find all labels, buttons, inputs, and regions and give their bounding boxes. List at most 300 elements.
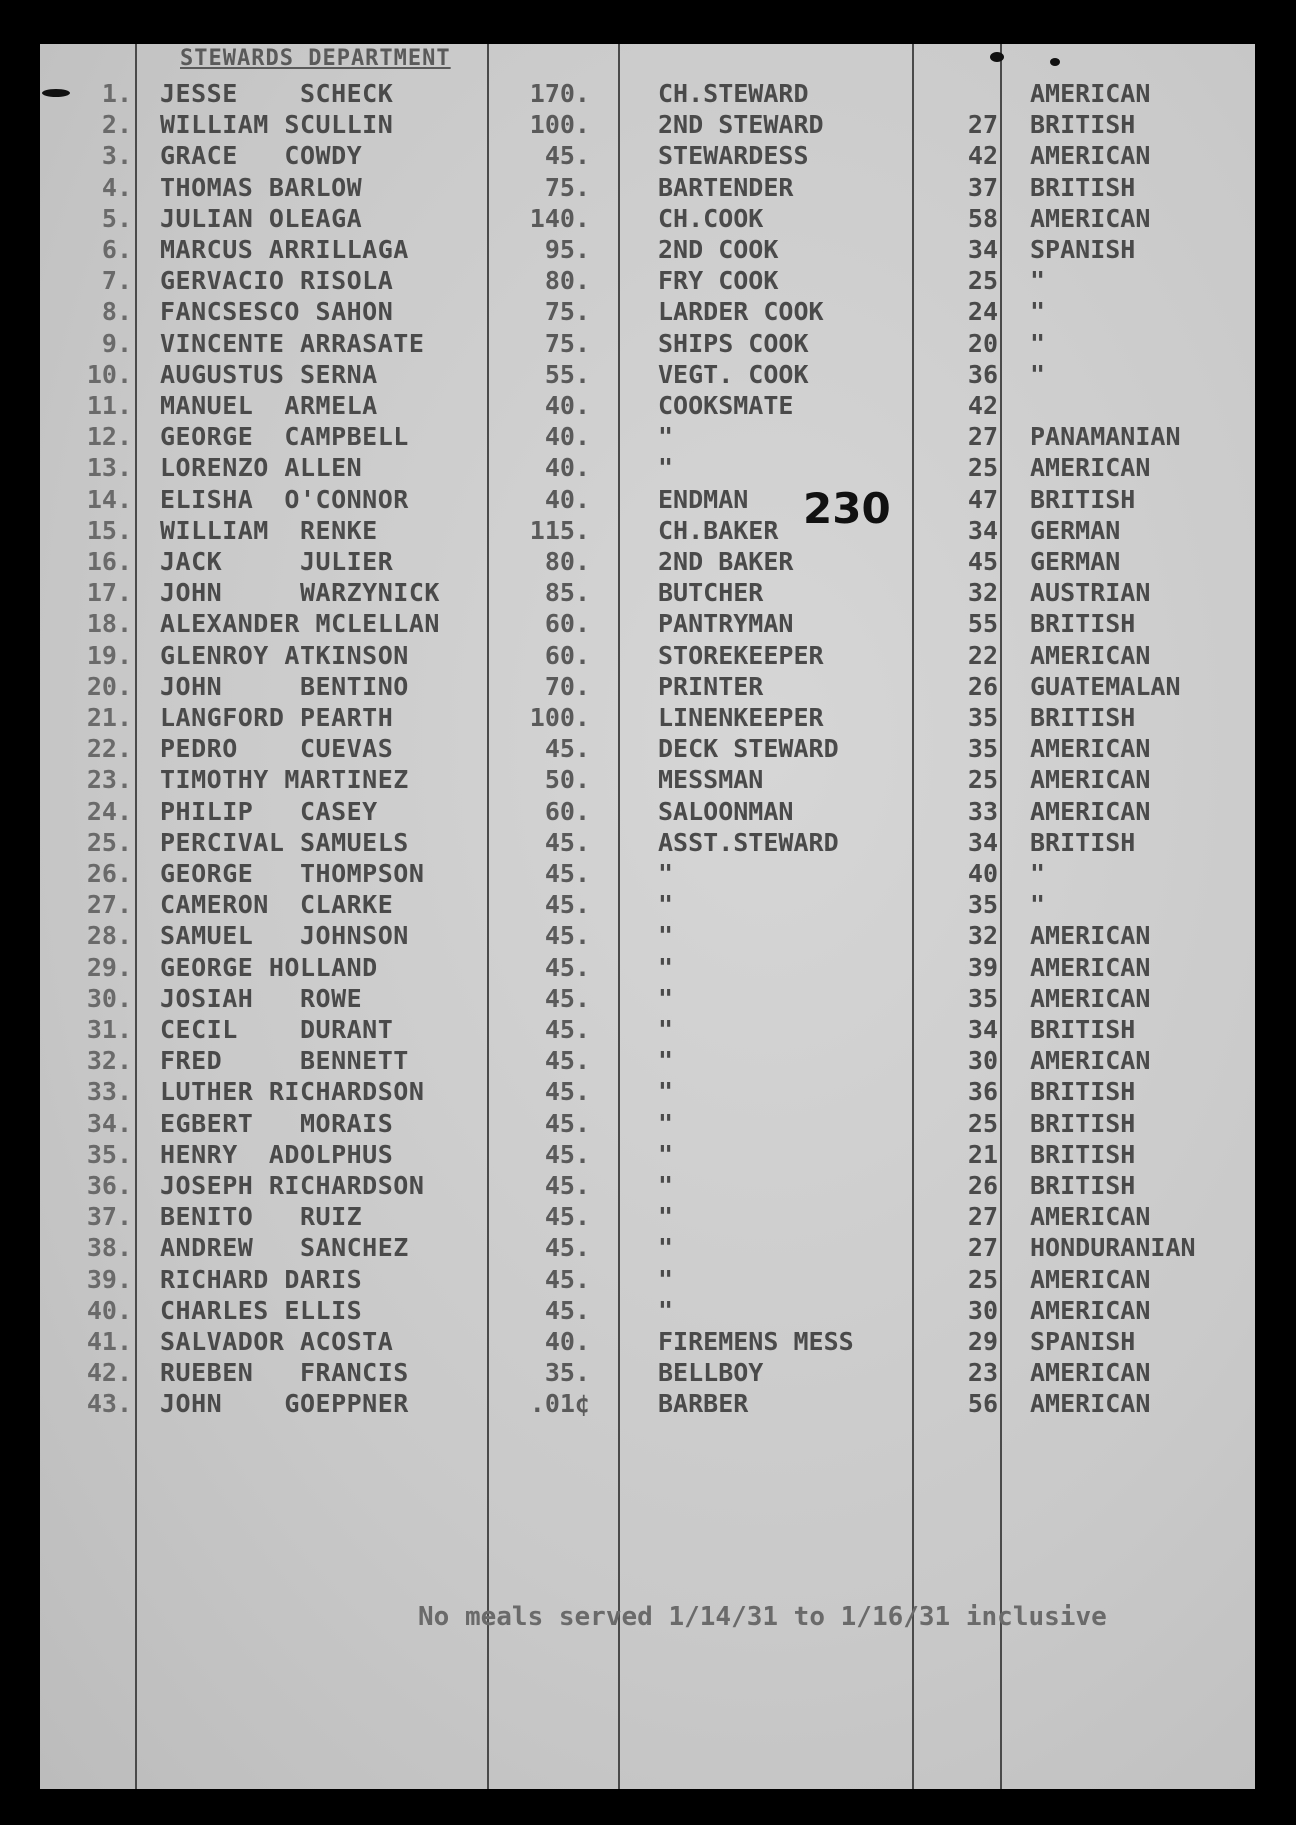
crew-wage: 75. — [544, 172, 590, 202]
crew-nat: SPANISH — [1030, 1327, 1136, 1356]
crew-row — [40, 1170, 1255, 1201]
crew-nat: AMERICAN — [1030, 79, 1151, 108]
crew-nat: GERMAN — [1030, 515, 1121, 545]
crew-name: WILLIAM SCULLIN — [160, 110, 394, 140]
crew-wage: 45. — [544, 1171, 590, 1200]
crew-wage: 40. — [544, 391, 590, 420]
crew-age: 36 — [967, 1077, 998, 1107]
crew-wage: 45. — [544, 1295, 590, 1325]
crew-num: 27. — [86, 890, 132, 920]
crew-num: 37. — [86, 1202, 132, 1232]
crew-num: 2. — [101, 110, 132, 140]
crew-age: 34 — [967, 235, 998, 264]
crew-wage: 45. — [544, 859, 590, 888]
crew-name: LUTHER RICHARDSON — [160, 1077, 425, 1107]
department-header: STEWARDS DEPARTMENT — [180, 46, 451, 71]
crew-job: ENDMAN — [658, 484, 749, 514]
crew-job: FIREMENS MESS — [658, 1327, 854, 1356]
crew-wage: 40. — [544, 484, 590, 514]
crew-job: " — [658, 890, 674, 920]
crew-job: " — [658, 1108, 674, 1138]
crew-job: MESSMAN — [658, 765, 764, 795]
crew-age: 29 — [967, 1327, 998, 1356]
crew-wage: 45. — [544, 952, 590, 982]
crew-name: THOMAS BARLOW — [160, 172, 363, 202]
crew-wage: 60. — [544, 640, 590, 670]
crew-age: 30 — [967, 1046, 998, 1076]
crew-wage: 45. — [544, 890, 590, 920]
crew-nat: GERMAN — [1030, 547, 1121, 576]
crew-num: 14. — [86, 484, 132, 514]
crew-num: 19. — [86, 640, 132, 670]
crew-num: 4. — [101, 172, 132, 202]
crew-name: SAMUEL JOHNSON — [160, 921, 409, 951]
crew-nat: " — [1030, 890, 1046, 920]
crew-age: 30 — [967, 1295, 998, 1325]
crew-num: 31. — [86, 1015, 132, 1044]
crew-row — [40, 827, 1255, 858]
crew-job: CH.BAKER — [658, 515, 779, 545]
crew-num: 20. — [86, 671, 132, 701]
crew-nat: BRITISH — [1030, 1171, 1136, 1200]
crew-wage: 80. — [544, 266, 590, 296]
crew-age: 45 — [967, 547, 998, 576]
crew-wage: 75. — [544, 328, 590, 358]
crew-job: LINENKEEPER — [658, 703, 824, 732]
crew-job: STEWARDESS — [658, 141, 809, 171]
crew-num: 22. — [86, 734, 132, 764]
crew-name: PHILIP CASEY — [160, 796, 378, 826]
crew-age: 34 — [967, 1015, 998, 1044]
footer-note: No meals served 1/14/31 to 1/16/31 inclusive — [418, 1602, 1107, 1632]
crew-name: MANUEL ARMELA — [160, 391, 378, 420]
crew-num: 36. — [86, 1171, 132, 1200]
crew-nat: " — [1030, 297, 1046, 327]
crew-age: 32 — [967, 921, 998, 951]
crew-name: FANCSESCO SAHON — [160, 297, 394, 327]
crew-name: GRACE COWDY — [160, 141, 363, 171]
crew-num: 9. — [101, 328, 132, 358]
crew-num: 23. — [86, 765, 132, 795]
page-number: 230 — [803, 484, 891, 533]
crew-nat: BRITISH — [1030, 609, 1136, 639]
crew-nat: BRITISH — [1030, 1139, 1136, 1169]
crew-row — [40, 515, 1255, 546]
crew-name: CHARLES ELLIS — [160, 1295, 363, 1325]
crew-row — [40, 889, 1255, 920]
crew-nat: GUATEMALAN — [1030, 671, 1181, 701]
crew-age: 39 — [967, 952, 998, 982]
crew-wage: 100. — [529, 110, 590, 140]
crew-row — [40, 796, 1255, 827]
crew-age: 25 — [967, 1264, 998, 1294]
crew-nat: " — [1030, 328, 1046, 358]
crew-row — [40, 1295, 1255, 1326]
crew-nat: BRITISH — [1030, 827, 1136, 857]
crew-name: JESSE SCHECK — [160, 79, 394, 108]
crew-age: 20 — [967, 328, 998, 358]
crew-row — [40, 172, 1255, 203]
ink-smudge — [1050, 58, 1060, 66]
crew-job: STOREKEEPER — [658, 640, 824, 670]
crew-row — [40, 858, 1255, 889]
crew-row — [40, 671, 1255, 702]
crew-job: " — [658, 1202, 674, 1232]
crew-nat: SPANISH — [1030, 235, 1136, 264]
crew-row — [40, 608, 1255, 639]
crew-job: COOKSMATE — [658, 391, 794, 420]
crew-wage: 35. — [544, 1358, 590, 1388]
crew-row — [40, 328, 1255, 359]
crew-wage: 45. — [544, 1046, 590, 1076]
crew-nat: AMERICAN — [1030, 640, 1151, 670]
crew-age: 42 — [967, 141, 998, 171]
crew-job: " — [658, 1077, 674, 1107]
crew-row — [40, 1326, 1255, 1357]
crew-row — [40, 546, 1255, 577]
crew-row — [40, 1076, 1255, 1107]
crew-name: GLENROY ATKINSON — [160, 640, 409, 670]
crew-name: FRED BENNETT — [160, 1046, 409, 1076]
crew-job: " — [658, 1171, 674, 1200]
crew-num: 32. — [86, 1046, 132, 1076]
crew-job: FRY COOK — [658, 266, 779, 296]
crew-age: 56 — [967, 1389, 998, 1419]
crew-name: JOHN GOEPPNER — [160, 1389, 409, 1419]
crew-age: 25 — [967, 266, 998, 296]
crew-age: 35 — [967, 983, 998, 1013]
crew-name: RUEBEN FRANCIS — [160, 1358, 409, 1388]
crew-age: 55 — [967, 609, 998, 639]
crew-nat: AMERICAN — [1030, 453, 1151, 483]
crew-row — [40, 1388, 1255, 1419]
crew-name: CECIL DURANT — [160, 1015, 394, 1044]
crew-num: 5. — [101, 203, 132, 233]
crew-nat: HONDURANIAN — [1030, 1233, 1196, 1263]
crew-row — [40, 764, 1255, 795]
crew-name: SALVADOR ACOSTA — [160, 1327, 394, 1356]
crew-age: 36 — [967, 359, 998, 389]
crew-nat: AMERICAN — [1030, 796, 1151, 826]
crew-age: 25 — [967, 453, 998, 483]
crew-name: CAMERON CLARKE — [160, 890, 394, 920]
crew-name: MARCUS ARRILLAGA — [160, 235, 409, 264]
crew-num: 13. — [86, 453, 132, 483]
crew-nat: AMERICAN — [1030, 1264, 1151, 1294]
crew-row — [40, 983, 1255, 1014]
ink-smudge — [42, 89, 70, 97]
crew-age: 26 — [967, 1171, 998, 1200]
crew-age: 34 — [967, 515, 998, 545]
crew-name: EGBERT MORAIS — [160, 1108, 394, 1138]
crew-row — [40, 1264, 1255, 1295]
crew-wage: 45. — [544, 827, 590, 857]
crew-num: 7. — [101, 266, 132, 296]
crew-wage: 170. — [529, 79, 590, 108]
crew-nat: AMERICAN — [1030, 203, 1151, 233]
crew-num: 40. — [86, 1295, 132, 1325]
crew-age: 27 — [967, 110, 998, 140]
crew-age: 27 — [967, 422, 998, 452]
crew-wage: 75. — [544, 297, 590, 327]
crew-wage: 45. — [544, 1202, 590, 1232]
crew-job: " — [658, 422, 674, 452]
crew-name: AUGUSTUS SERNA — [160, 359, 378, 389]
ink-smudge — [990, 52, 1004, 62]
crew-row — [40, 640, 1255, 671]
crew-row — [40, 359, 1255, 390]
crew-wage: 45. — [544, 983, 590, 1013]
crew-nat: AMERICAN — [1030, 141, 1151, 171]
crew-wage: 95. — [544, 235, 590, 264]
crew-row — [40, 203, 1255, 234]
crew-row — [40, 140, 1255, 171]
crew-row — [40, 452, 1255, 483]
crew-job: DECK STEWARD — [658, 734, 839, 764]
crew-nat: AUSTRIAN — [1030, 578, 1151, 608]
crew-nat: AMERICAN — [1030, 1295, 1151, 1325]
crew-job: 2ND BAKER — [658, 547, 794, 576]
crew-name: PEDRO CUEVAS — [160, 734, 394, 764]
crew-wage: 45. — [544, 1264, 590, 1294]
crew-row — [40, 1232, 1255, 1263]
crew-num: 10. — [86, 359, 132, 389]
crew-job: CH.COOK — [658, 203, 764, 233]
crew-wage: 45. — [544, 734, 590, 764]
crew-name: ALEXANDER MCLELLAN — [160, 609, 440, 639]
crew-job: " — [658, 921, 674, 951]
crew-row — [40, 1108, 1255, 1139]
crew-wage: 55. — [544, 359, 590, 389]
crew-age: 40 — [967, 859, 998, 888]
crew-nat: " — [1030, 266, 1046, 296]
crew-name: JOHN BENTINO — [160, 671, 409, 701]
crew-row — [40, 234, 1255, 265]
crew-wage: 45. — [544, 1139, 590, 1169]
crew-age: 22 — [967, 640, 998, 670]
crew-name: HENRY ADOLPHUS — [160, 1139, 394, 1169]
crew-age: 35 — [967, 734, 998, 764]
crew-num: 39. — [86, 1264, 132, 1294]
crew-job: 2ND STEWARD — [658, 110, 824, 140]
crew-num: 11. — [86, 391, 132, 420]
crew-num: 38. — [86, 1233, 132, 1263]
crew-num: 3. — [101, 141, 132, 171]
crew-row — [40, 1139, 1255, 1170]
crew-row — [40, 484, 1255, 515]
crew-job: BELLBOY — [658, 1358, 764, 1388]
crew-nat: BRITISH — [1030, 1077, 1136, 1107]
crew-num: 1. — [101, 79, 132, 108]
crew-name: JULIAN OLEAGA — [160, 203, 363, 233]
crew-wage: 115. — [529, 515, 590, 545]
crew-row — [40, 1357, 1255, 1388]
crew-wage: 45. — [544, 141, 590, 171]
crew-age: 58 — [967, 203, 998, 233]
crew-job: " — [658, 453, 674, 483]
crew-age: 32 — [967, 578, 998, 608]
crew-wage: 80. — [544, 547, 590, 576]
crew-name: JACK JULIER — [160, 547, 394, 576]
crew-row — [40, 577, 1255, 608]
crew-num: 35. — [86, 1139, 132, 1169]
crew-name: GERVACIO RISOLA — [160, 266, 394, 296]
crew-row — [40, 702, 1255, 733]
crew-wage: 60. — [544, 796, 590, 826]
crew-row — [40, 109, 1255, 140]
crew-num: 29. — [86, 952, 132, 982]
crew-name: ELISHA O'CONNOR — [160, 484, 409, 514]
crew-age: 35 — [967, 890, 998, 920]
crew-wage: 60. — [544, 609, 590, 639]
crew-job: " — [658, 1264, 674, 1294]
crew-wage: 45. — [544, 921, 590, 951]
crew-wage: 45. — [544, 1077, 590, 1107]
crew-nat: " — [1030, 359, 1046, 389]
crew-row — [40, 1014, 1255, 1045]
crew-age: 25 — [967, 765, 998, 795]
crew-row — [40, 1201, 1255, 1232]
crew-age: 25 — [967, 1108, 998, 1138]
crew-num: 6. — [101, 235, 132, 264]
crew-wage: 140. — [529, 203, 590, 233]
crew-name: LORENZO ALLEN — [160, 453, 363, 483]
crew-name: JOSIAH ROWE — [160, 983, 363, 1013]
crew-num: 16. — [86, 547, 132, 576]
crew-row — [40, 952, 1255, 983]
crew-age: 26 — [967, 671, 998, 701]
crew-job: BARTENDER — [658, 172, 794, 202]
crew-num: 25. — [86, 827, 132, 857]
crew-wage: 100. — [529, 703, 590, 732]
crew-wage: 85. — [544, 578, 590, 608]
crew-name: JOSEPH RICHARDSON — [160, 1171, 425, 1200]
crew-job: PRINTER — [658, 671, 764, 701]
crew-num: 28. — [86, 921, 132, 951]
crew-age: 35 — [967, 703, 998, 732]
crew-job: " — [658, 1295, 674, 1325]
crew-job: " — [658, 1015, 674, 1044]
crew-num: 34. — [86, 1108, 132, 1138]
document-page — [40, 44, 1255, 1789]
crew-row — [40, 1045, 1255, 1076]
crew-age: 37 — [967, 172, 998, 202]
crew-row — [40, 390, 1255, 421]
crew-name: VINCENTE ARRASATE — [160, 328, 425, 358]
crew-row — [40, 296, 1255, 327]
crew-job: SALOONMAN — [658, 796, 794, 826]
crew-wage: 70. — [544, 671, 590, 701]
crew-num: 41. — [86, 1327, 132, 1356]
crew-job: SHIPS COOK — [658, 328, 809, 358]
crew-num: 24. — [86, 796, 132, 826]
crew-age: 23 — [967, 1358, 998, 1388]
crew-wage: 45. — [544, 1108, 590, 1138]
crew-num: 30. — [86, 983, 132, 1013]
crew-nat: AMERICAN — [1030, 1202, 1151, 1232]
crew-nat: AMERICAN — [1030, 1358, 1151, 1388]
crew-row — [40, 920, 1255, 951]
crew-job: BUTCHER — [658, 578, 764, 608]
crew-num: 43. — [86, 1389, 132, 1419]
crew-name: BENITO RUIZ — [160, 1202, 363, 1232]
crew-nat: AMERICAN — [1030, 1389, 1151, 1419]
crew-wage: .01¢ — [529, 1389, 590, 1419]
crew-name: LANGFORD PEARTH — [160, 703, 394, 732]
crew-wage: 40. — [544, 1327, 590, 1356]
crew-wage: 40. — [544, 422, 590, 452]
crew-nat: BRITISH — [1030, 703, 1136, 732]
crew-name: ANDREW SANCHEZ — [160, 1233, 409, 1263]
crew-name: WILLIAM RENKE — [160, 515, 378, 545]
crew-num: 8. — [101, 297, 132, 327]
crew-nat: AMERICAN — [1030, 983, 1151, 1013]
crew-job: CH.STEWARD — [658, 79, 809, 108]
crew-nat: BRITISH — [1030, 1108, 1136, 1138]
crew-row — [40, 733, 1255, 764]
crew-job: BARBER — [658, 1389, 749, 1419]
crew-job: 2ND COOK — [658, 235, 779, 264]
crew-num: 15. — [86, 515, 132, 545]
crew-name: TIMOTHY MARTINEZ — [160, 765, 409, 795]
crew-job: PANTRYMAN — [658, 609, 794, 639]
crew-job: " — [658, 859, 674, 888]
crew-job: " — [658, 952, 674, 982]
crew-age: 21 — [967, 1139, 998, 1169]
crew-age: 34 — [967, 827, 998, 857]
crew-job: " — [658, 1046, 674, 1076]
crew-row — [40, 265, 1255, 296]
crew-age: 33 — [967, 796, 998, 826]
crew-wage: 40. — [544, 453, 590, 483]
crew-age: 27 — [967, 1202, 998, 1232]
crew-nat: AMERICAN — [1030, 734, 1151, 764]
crew-wage: 45. — [544, 1233, 590, 1263]
crew-nat: AMERICAN — [1030, 1046, 1151, 1076]
crew-row — [40, 78, 1255, 109]
crew-nat: AMERICAN — [1030, 952, 1151, 982]
crew-nat: BRITISH — [1030, 484, 1136, 514]
crew-name: GEORGE HOLLAND — [160, 952, 378, 982]
crew-nat: BRITISH — [1030, 110, 1136, 140]
crew-job: " — [658, 1139, 674, 1169]
crew-num: 17. — [86, 578, 132, 608]
crew-job: LARDER COOK — [658, 297, 824, 327]
crew-name: RICHARD DARIS — [160, 1264, 363, 1294]
crew-row — [40, 421, 1255, 452]
crew-num: 26. — [86, 859, 132, 888]
crew-name: JOHN WARZYNICK — [160, 578, 440, 608]
crew-nat: BRITISH — [1030, 1015, 1136, 1044]
crew-name: GEORGE CAMPBELL — [160, 422, 409, 452]
crew-job: VEGT. COOK — [658, 359, 809, 389]
crew-name: GEORGE THOMPSON — [160, 859, 425, 888]
crew-age: 27 — [967, 1233, 998, 1263]
crew-nat: AMERICAN — [1030, 921, 1151, 951]
crew-job: " — [658, 1233, 674, 1263]
crew-num: 21. — [86, 703, 132, 732]
crew-nat: BRITISH — [1030, 172, 1136, 202]
crew-num: 18. — [86, 609, 132, 639]
crew-age: 47 — [967, 484, 998, 514]
crew-age: 42 — [967, 391, 998, 420]
crew-nat: AMERICAN — [1030, 765, 1151, 795]
crew-job: ASST.STEWARD — [658, 827, 839, 857]
crew-num: 12. — [86, 422, 132, 452]
crew-nat: PANAMANIAN — [1030, 422, 1181, 452]
crew-num: 33. — [86, 1077, 132, 1107]
crew-wage: 45. — [544, 1015, 590, 1044]
